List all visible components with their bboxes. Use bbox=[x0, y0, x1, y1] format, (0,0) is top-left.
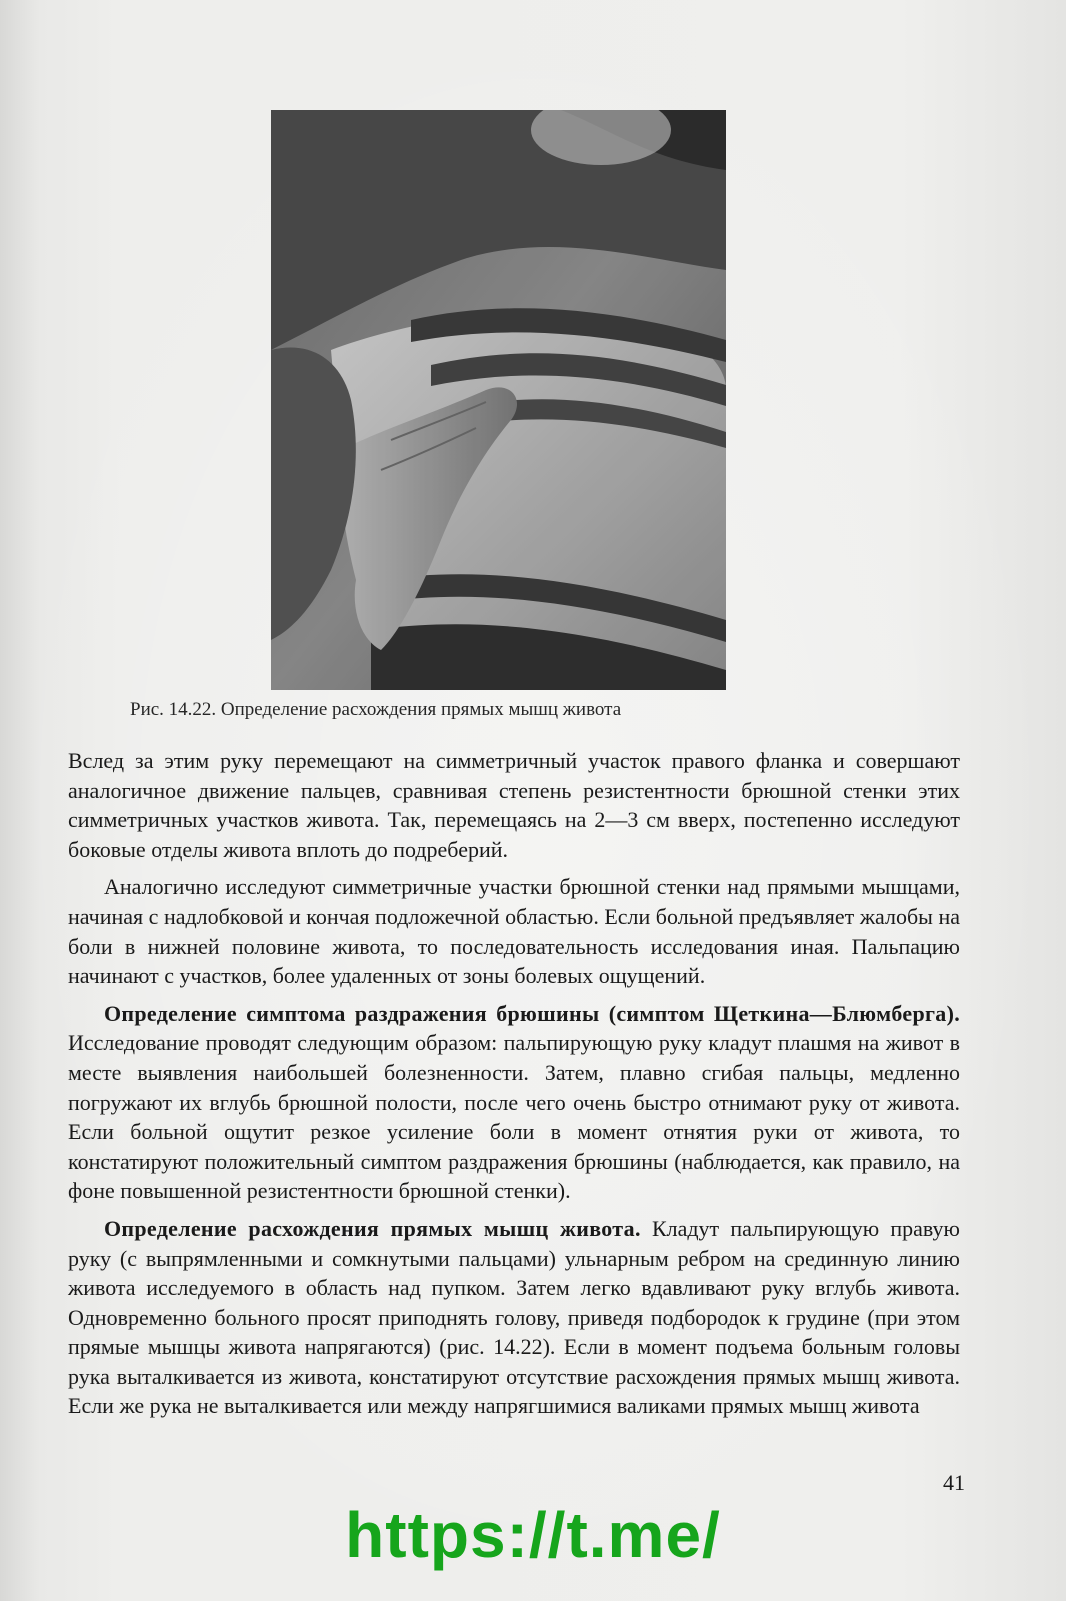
paragraph-3 bbox=[68, 999, 960, 1206]
body-text bbox=[68, 746, 960, 1429]
page-number: 41 bbox=[943, 1470, 965, 1495]
paragraph-4-text: Кладут пальпирующую правую руку (с выпрямленными и сомкнутыми пальцами) ульнарным ребром на срединную линию живота исследуемого в область над пупком. Затем легко вдавливают руку вглубь живота. Одновременно больного просят приподнять голову, приведя подбородок к грудине (при этом прямые мышцы живота напрягаются) (рис. 14.22). Если в момент подъема больным головы рука выталкивается из живота, констатируют отсутствие расхождения прямых мышц живота. Если же рука не выталкивается или между напрягшимися валиками прямых мышц живота bbox=[68, 1215, 960, 1419]
figure-caption: Рис. 14.22. Определение расхождения прямых мышц живота bbox=[130, 699, 622, 720]
paragraph-4 bbox=[68, 1214, 960, 1421]
paragraph-3-heading: Определение симптома раздражения брюшины (симптом Щеткина—Блюмберга). bbox=[104, 1000, 960, 1026]
paragraph-2-text: Аналогично исследуют симметричные участки брюшной стенки над прямыми мышцами, начиная с надлобковой и кончая подложечной областью. Если больной предъявляет жалобы на боли в нижней половине живота, то последовательность исследования иная. Пальпацию начинают с участков, более удаленных от зоны болевых ощущений. bbox=[68, 874, 960, 989]
watermark-url: https://t.me/ bbox=[345, 1499, 721, 1571]
paragraph-1 bbox=[68, 746, 960, 864]
paragraph-1-text: Вслед за этим руку перемещают на симметричный участок правого фланка и совершают аналогичное движение пальцев, сравнивая степень резистентности брюшной стенки этих симметричных участков живота. Так, перемещаясь на 2—3 см вверх, постепенно исследуют боковые отделы живота вплоть до подреберий. bbox=[68, 748, 960, 862]
paragraph-3-text: Исследование проводят следующим образом: пальпирующую руку кладут плашмя на живот в месте выявления наибольшей болезненности. Затем, плавно сгибая пальцы, медленно погружают их вглубь брюшной полости, после чего очень быстро отнимают руку от живота. Если больной ощутит резкое усиление боли в момент отнятия руки от живота, то констатируют положительный симптом раздражения брюшины (наблюдается, как правило, на фоне повышенной резистентности брюшной стенки). bbox=[68, 1030, 960, 1204]
abdomen-palpation-photo bbox=[271, 110, 726, 690]
figure-photo bbox=[271, 110, 726, 690]
paragraph-4-heading: Определение расхождения прямых мышц живота. bbox=[104, 1215, 641, 1241]
paragraph-2 bbox=[68, 872, 960, 990]
